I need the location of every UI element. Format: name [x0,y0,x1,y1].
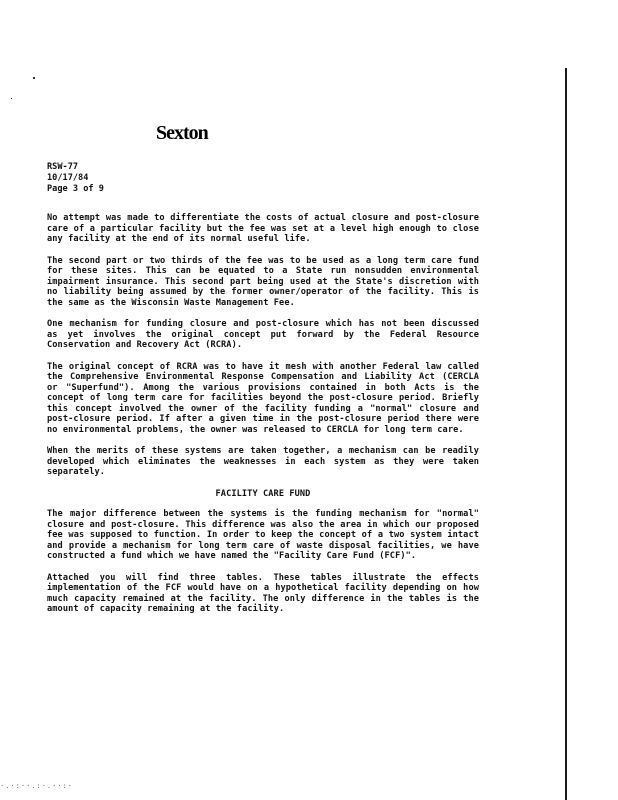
paragraph: The major difference between the systems is the funding mechanism for "normal" closure and post-closure. This difference was also the area in which our proposed fee was supposed to function. In order to keep the concept of a two system intact and provide a mechanism for long term care of waste disposal facilities, we have constructed a fund which we have named the "Facility Care Fund (FCF)". [47,509,479,561]
scan-speck [33,77,35,79]
paragraph: Attached you will find three tables. These tables illustrate the effects implementation of the FCF would have on a hypothetical facility depending on how much capacity remained at the facility. The only difference in the tables is the amount of capacity remaining at the facility. [47,572,479,614]
paragraph: The original concept of RCRA was to have it mesh with another Federal law called the Comprehensive Environmental Response Compensation and Liability Act (CERCLA or "Superfund"). Among the various provisions contained in both Acts is the concept of long term care for facilities beyond the post-closure period. Briefly this concept involved the owner of the facility funding a "normal" closure and post-closure period. If after a given time in the post-closure period there were no environmental problems, the owner was released to CERCLA for long term care. [47,361,479,435]
paragraph: The second part or two thirds of the fee was to be used as a long term care fund for these sites. This can be equated to a State run nonsudden environmental impairment insurance. This second part being used at the State's discretion with no liability being assumed by the former owner/operator of the facility. This is the same as the Wisconsin Waste Management Fee. [47,255,479,308]
memo-header [47,162,104,195]
memo-body [47,213,479,615]
scan-speck [11,98,12,99]
memo-date: 10/17/84 [47,173,89,183]
paragraph: When the merits of these systems are taken together, a mechanism can be readily developed which eliminates the weaknesses in each system as they were taken separately. [47,446,479,477]
page-number: Page 3 of 9 [47,184,104,194]
company-logo: Sexton [156,122,208,144]
section-heading: FACILITY CARE FUND [215,488,311,499]
page-edge-line [565,68,567,800]
paragraph: One mechanism for funding closure and post-closure which has not been discussed as yet involves the original concept put forward by the Federal Resource Conservation and Recovery Act (RCRA). [47,319,479,350]
reference-number: RSW-77 [47,162,79,172]
paragraph: No attempt was made to differentiate the costs of actual closure and post-closure care of a particular facility but the fee was set at a level high enough to close any facility at the end of its normal useful life. [47,213,479,244]
scan-noise-strip: ·.·:··.:·.··:· [0,782,74,790]
